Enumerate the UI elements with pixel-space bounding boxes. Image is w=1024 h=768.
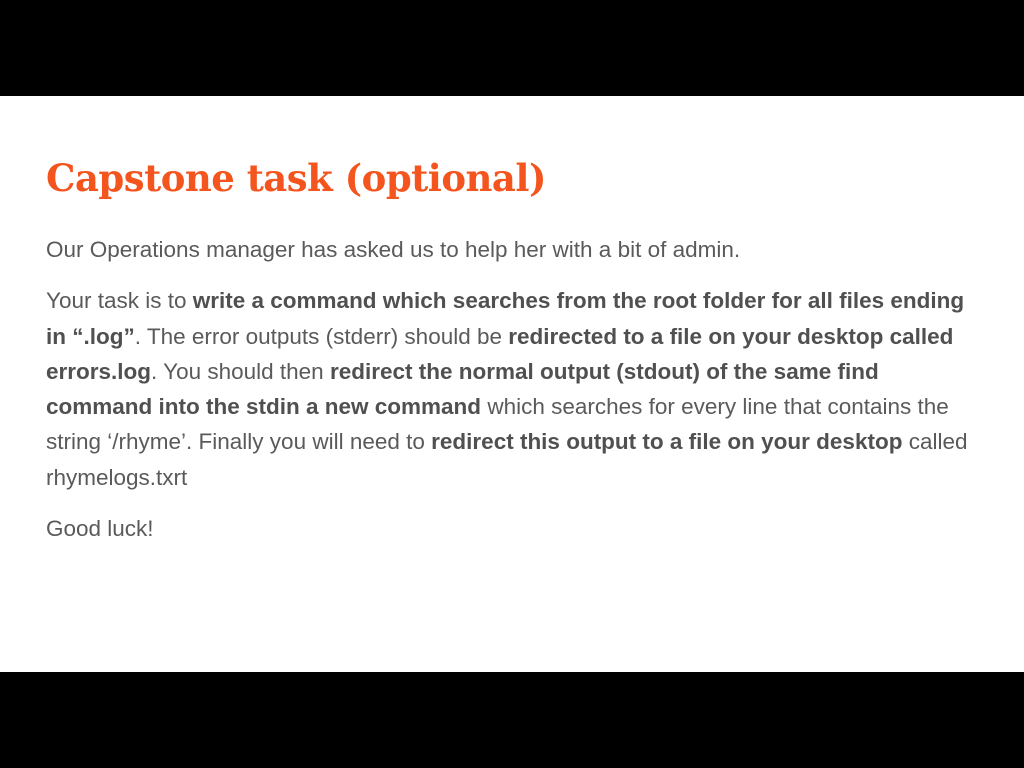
closing-paragraph: Good luck!	[46, 516, 154, 542]
task-emphasis-4: redirect this output to a file on your desktop	[431, 429, 903, 455]
task-text-4: which searches for every line that contains the string ‘/rhyme’. Finally you will need to	[46, 394, 949, 455]
letterbox-top	[0, 0, 1024, 96]
intro-paragraph: Our Operations manager has asked us to help her with a bit of admin.	[46, 237, 741, 262]
task-emphasis-3: redirect the normal output (stdout) of the same find command into the stdin a new command	[46, 358, 879, 420]
slide-title: Capstone task (optional)	[46, 156, 546, 200]
task-text-2: . The error outputs (stderr) should be	[134, 323, 509, 349]
task-emphasis-1: write a command which searches from the root folder for all files ending in “.log”	[46, 288, 965, 349]
task-text-3: . You should then	[151, 358, 330, 384]
task-paragraph	[46, 283, 976, 495]
task-text-5: called rhymelogs.txrt	[46, 429, 968, 490]
slide	[0, 96, 1024, 672]
task-text-1: Your task is to	[46, 288, 193, 314]
letterbox-bottom	[0, 672, 1024, 768]
task-emphasis-2: redirected to a file on your desktop called errors.log	[46, 323, 954, 384]
slide-body	[46, 232, 976, 562]
